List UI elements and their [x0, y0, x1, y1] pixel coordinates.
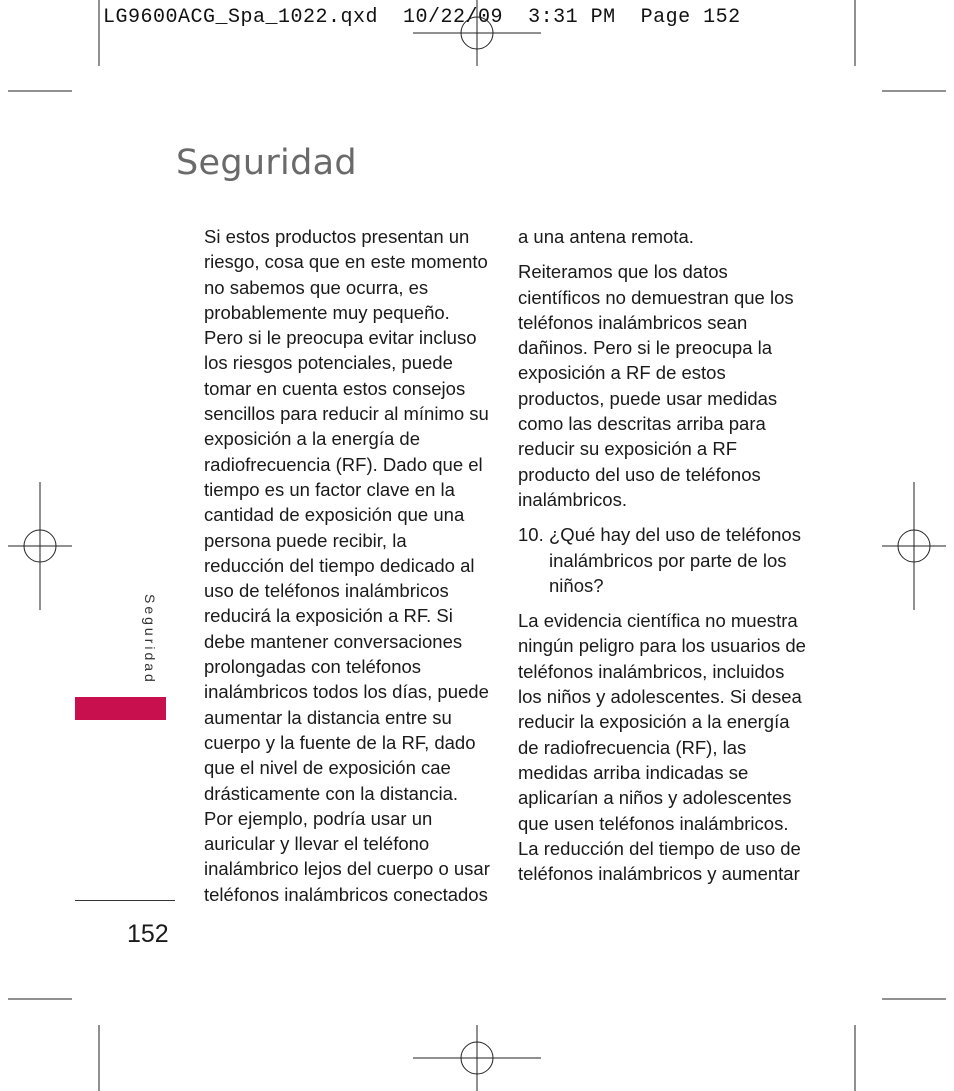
footer-rule: [75, 900, 175, 901]
page-number: 152: [127, 920, 169, 948]
print-slug-header: LG9600ACG_Spa_1022.qxd 10/22/09 3:31 PM Page 152: [103, 6, 741, 29]
right-paragraph-3: La evidencia científica no muestra ningún peligro para los usuarios de teléfonos inalámbricos, incluidos los niños y adolescentes. Si desea reducir la exposición a la energía de radiofrecuencia (RF), las medidas arriba indicadas se aplicarían a niños y adolescentes que usen teléfonos inalámbricos. La reducción del tiempo de uso de teléfonos inalámbricos y aumentar: [518, 610, 806, 885]
registration-target-right: [882, 482, 946, 610]
registration-target-top: [413, 0, 541, 66]
left-paragraph: Si estos productos presentan un riesgo, cosa que en este momento no sabemos que ocurra, es probablemente muy pequeño. Pero si le preocupa evitar incluso los riesgos potenciales, puede tomar en cuenta estos consejos sencillos para reducir al mínimo su exposición a la energía de radiofrecuencia (RF). Dado que el tiempo es un factor clave en la cantidad de exposición que una persona puede recibir, la reducción del tiempo dedicado al uso de teléfonos inalámbricos reducirá la exposición a RF. Si debe mantener conversaciones prolongadas con teléfonos inalámbricos todos los días, puede aumentar la distancia entre su cuerpo y la fuente de la RF, dado que el nivel de exposición cae drásticamente con la distancia. Por ejemplo, podría usar un auricular y llevar el teléfono inalámbrico lejos del cuerpo o usar teléfonos inalámbricos conectados: [204, 226, 490, 905]
left-column: [204, 224, 490, 907]
section-side-label: Seguridad: [142, 594, 158, 685]
right-column: [518, 224, 808, 886]
section-color-tab: [75, 697, 166, 720]
question-number: 10.: [518, 524, 544, 546]
question-heading: [518, 522, 808, 598]
question-text: ¿Qué hay del uso de teléfonos inalámbricos por parte de los niños?: [549, 524, 801, 596]
right-paragraph-2: Reiteramos que los datos científicos no demuestran que los teléfonos inalámbricos sean dañinos. Pero si le preocupa la exposición a RF de estos productos, puede usar medidas como las descritas arriba para reducir su exposición a RF producto del uso de teléfonos inalámbricos.: [518, 261, 794, 510]
registration-target-bottom: [413, 1025, 541, 1091]
page-title: Seguridad: [176, 143, 357, 183]
right-continuation: a una antena remota.: [518, 226, 694, 247]
registration-target-left: [8, 482, 72, 610]
